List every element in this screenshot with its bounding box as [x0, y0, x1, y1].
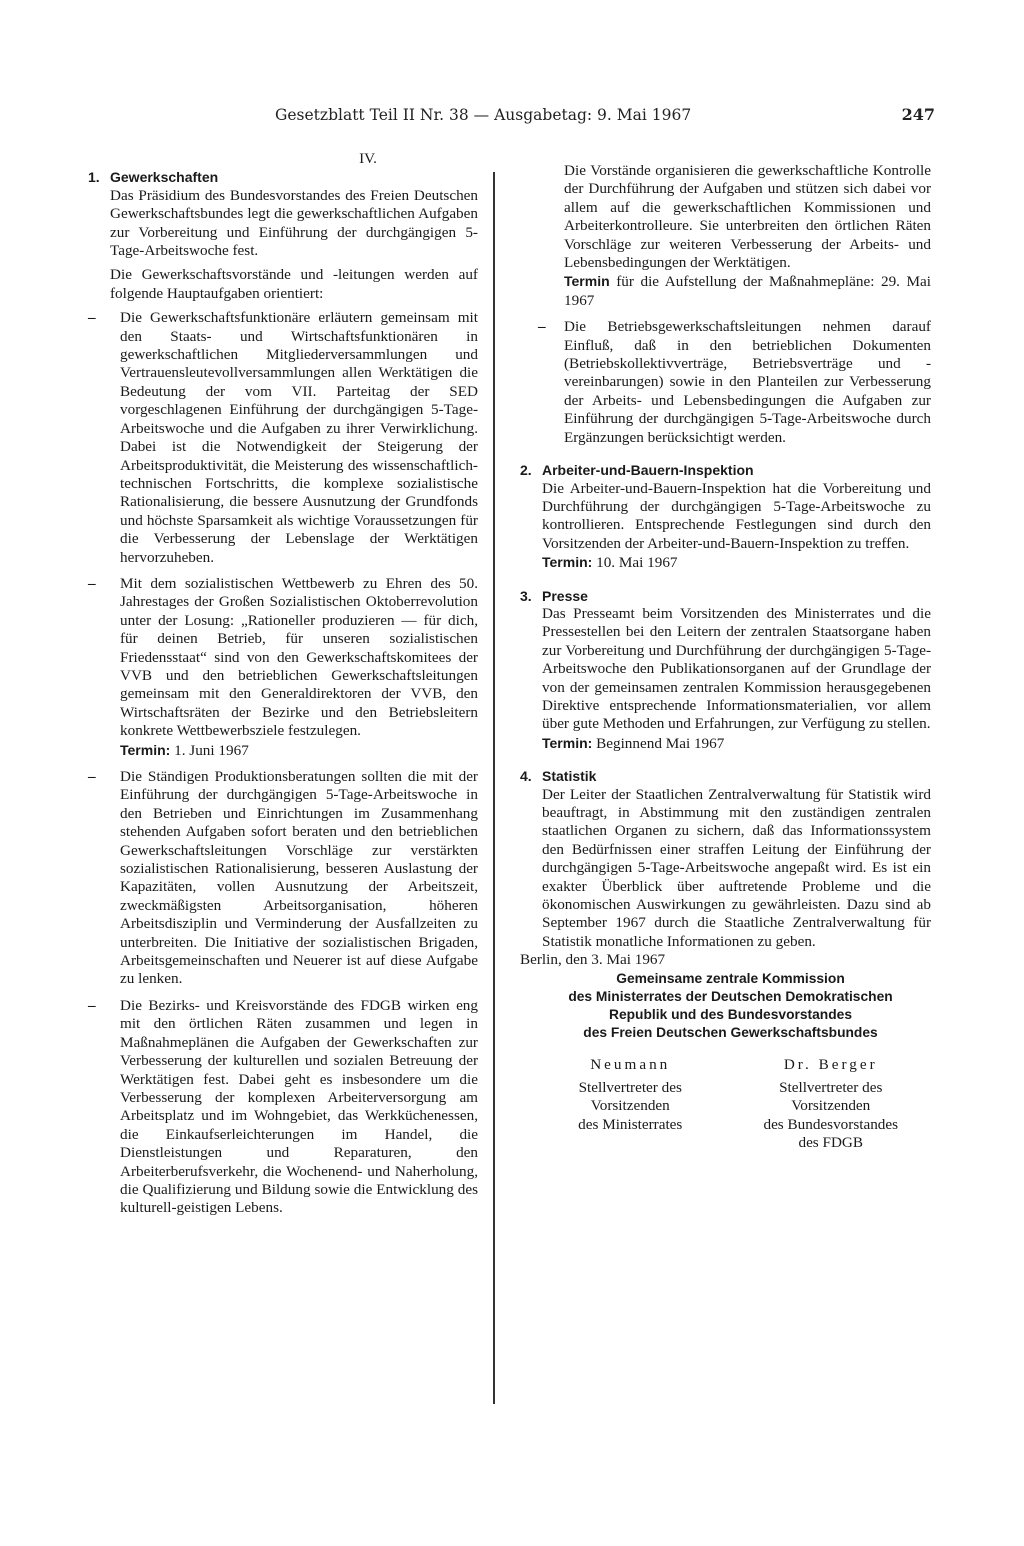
deadline-label: Termin:	[542, 554, 593, 571]
list-item-text: Die Betriebsgewerkschaftsleitungen nehmen darauf Einfluß, daß in den betrieblichen Dokumenten (Betriebskollektivverträge, Betriebsverträge und -vereinbarungen) sowie in den Planteilen zur Verbesserung der Arbeits- und Lebensbedingungen die Aufgaben zur Einführung der durchgängigen 5-Tage-Arbeitswoche durch Ergänzungen berücksichtigt werden.	[564, 318, 931, 446]
signer-role: des Ministerrates	[578, 1115, 683, 1133]
deadline	[542, 553, 931, 572]
column-divider	[493, 172, 495, 1404]
list-item-text: Die Ständigen Produktionsberatungen sollten die mit der Einführung der durchgängigen 5-Tage-Arbeitswoche in den Betrieben und Einrichtungen im Zusammenhang stehenden Aufgaben sofort beraten und den betrieblichen Gewerkschaftsleitungen Vorschläge zur verstärkten sozialistischen Rationalisierung, besseren Auslastung der Kapazitäten, vollen Ausnutzung der Arbeitszeit, zweckmäßigsten Arbeitsorganisation, höheren Arbeitsdisziplin und Verminderung der Ausfallzeiten zu unterbreiten. Die Initiative der sozialistischen Brigaden, Arbeitsgemeinschaften und Neuerer ist auf diese Aufgabe zu lenken.	[120, 768, 478, 988]
signer-role: Vorsitzenden	[791, 1097, 871, 1115]
section-title: Statistik	[542, 768, 597, 785]
section-number: 2.	[520, 462, 532, 479]
signer-neumann	[530, 1056, 731, 1152]
deadline-date: 10. Mai 1967	[596, 554, 678, 572]
deadline-label: Termin	[564, 273, 610, 290]
signer-berger	[731, 1056, 932, 1152]
section-body	[520, 605, 931, 753]
list-item-text: Die Gewerkschaftsfunktionäre erläutern gemeinsam mit den Staats- und Wirtschaftsfunktionären in gewerkschaftlichen Mitgliederversammlungen und Vertrauensleutevollversammlungen allen Werktätigen die Bedeutung der vom VII. Parteitag der SED vorgeschlagenen Einführung der durchgängigen 5-Tage-Arbeitswoche und die Aufgaben zu ihrer Verwirklichung. Dabei ist die Notwendigkeit der Steigerung der Arbeitsproduktivität, die Meisterung des wissenschaftlich-technischen Fortschritts, die komplexe sozialistische Rationalisierung, die bessere Ausnutzung der Grundfonds und höchste Sparsamkeit als wichtige Voraussetzungen für die Verbesserung der Lebenslage der Werktätigen hervorzuheben.	[120, 309, 478, 566]
section-title: Presse	[542, 587, 588, 604]
list-item-text: Mit dem sozialistischen Wettbewerb zu Ehren des 50. Jahrestages der Großen Sozialistischen Oktoberrevolution unter der Losung: „Rationeller produzieren — für dich, für deinen Betrieb, für unseren sozialistischen Friedensstaat“ sind von den Gewerkschaftskomitees der VVB und den betrieblichen Gewerkschaftsleitungen gemeinsam mit den Generaldirektoren der VVB, den Wirtschaftsräten der Bezirke und den Betriebsleitern konkrete Wettbewerbsziele festzulegen.	[120, 574, 478, 740]
right-column	[520, 162, 931, 1153]
list-item	[88, 768, 478, 989]
page-number: 247	[901, 105, 935, 124]
deadline	[542, 734, 931, 753]
signer-role: Stellvertreter des	[779, 1078, 883, 1096]
dash-bullet: –	[88, 574, 96, 592]
deadline-date: 1. Juni 1967	[174, 741, 249, 759]
section-number: 4.	[520, 768, 532, 785]
section-number: 3.	[520, 587, 532, 604]
list-item	[88, 575, 478, 760]
paragraph: Die Vorstände organisieren die gewerkschaftliche Kontrolle der Durchführung der Aufgaben und stützen sich dabei vor allem auf die gewerkschaftlichen Kommissionen und Arbeiterkontrolleure. Sie unterbreiten den örtlichen Räten Vorschläge zur weiteren Verbesserung der Arbeits- und Lebensbedingungen der Werktätigen.	[564, 162, 931, 272]
paragraph: Das Präsidium des Bundesvorstandes des Freien Deutschen Gewerkschaftsbundes legt die gewerkschaftlichen Aufgaben zur Vorbereitung und Einführung der durchgängigen 5-Tage-Arbeitswoche fest.	[110, 186, 478, 260]
list-item	[88, 997, 478, 1218]
authority-line: Gemeinsame zentrale Kommission	[616, 970, 845, 986]
paragraph: Die Arbeiter-und-Bauern-Inspektion hat die Vorbereitung und Durchführung der durchgängigen 5-Tage-Arbeitswoche zu kontrollieren. Entsprechende Festlegungen sind durch den Vorsitzenden der Arbeiter-und-Bauern-Inspektion zu treffen.	[542, 479, 931, 552]
list-item	[88, 309, 478, 567]
signer-name: Neumann	[590, 1056, 671, 1074]
place-and-date: Berlin, den 3. Mai 1967	[520, 951, 666, 969]
signer-name: Dr. Berger	[783, 1056, 878, 1074]
deadline-text: für die Aufstellung der Maßnahmepläne: 29. Mai 1967	[564, 273, 932, 309]
section-heading-3	[520, 587, 931, 605]
left-column	[88, 150, 478, 1226]
deadline-date: Beginnend Mai 1967	[596, 734, 725, 752]
list-item-text: Die Bezirks- und Kreisvorstände des FDGB wirken eng mit den örtlichen Räten zusammen und legen in Maßnahmeplänen die Aufgaben der Gewerkschaften zur Verbesserung der kulturellen und sozialen Betreuung der Werktätigen fest. Dabei geht es insbesondere um die Verbesserung der komplexen Arbeiterversorgung am Arbeitsplatz und im Wohngebiet, das Werkküchenessen, die Einkaufserleichterungen im Handel, die Dienstleistungen und Reparaturen, den Arbeiterberufsverkehr, die Wochenend- und Naherholung, die Qualifizierung und Bildung sowie die Entwicklung des kulturell-geistigen Lebens.	[120, 996, 478, 1217]
signer-role: des FDGB	[798, 1134, 864, 1152]
signer-role: Stellvertreter des	[578, 1078, 682, 1096]
authority-line: des Freien Deutschen Gewerkschaftsbundes	[583, 1025, 878, 1041]
deadline	[120, 741, 478, 760]
deadline-label: Termin:	[542, 734, 593, 751]
signer-role: Vorsitzenden	[590, 1097, 670, 1115]
list-item	[520, 318, 931, 447]
deadline	[564, 272, 931, 310]
signer-role: des Bundesvorstandes	[763, 1115, 899, 1133]
paragraph: Die Gewerkschaftsvorstände und -leitungen werden auf folgende Hauptaufgaben orientiert:	[110, 266, 478, 302]
section-number: 1.	[88, 169, 100, 186]
dash-bullet: –	[88, 309, 96, 327]
header-title: Gesetzblatt Teil II Nr. 38 — Ausgabetag: 9. Mai 1967	[275, 106, 692, 124]
section-heading-1	[88, 168, 478, 186]
dash-bullet: –	[538, 318, 546, 336]
section-roman-numeral: IV.	[359, 150, 377, 167]
dash-bullet: –	[88, 996, 96, 1014]
authority-line: des Ministerrates der Deutschen Demokratischen	[568, 988, 893, 1004]
section-title: Gewerkschaften	[110, 169, 219, 186]
signature-block	[530, 1056, 931, 1152]
section-heading-2	[520, 461, 931, 479]
list-item-continued	[520, 162, 931, 310]
dash-bullet: –	[88, 768, 96, 785]
paragraph: Das Presseamt beim Vorsitzenden des Ministerrates und die Pressestellen bei den Leitern der zentralen Staatsorgane haben zur Vorbereitung und Durchführung der durchgängigen 5-Tage-Arbeitswoche den Publikationsorganen auf der Grundlage der von der gemeinsamen zentralen Kommission herausgegebenen Direktive entsprechende Informationsmaterialien, vor allem über gute Methoden und Erfahrungen, zur Verfügung zu stellen.	[542, 604, 931, 733]
issuing-authority	[530, 970, 931, 1043]
section-heading-4	[520, 767, 931, 785]
paragraph: Der Leiter der Staatlichen Zentralverwaltung für Statistik wird beauftragt, in Abstimmung mit den zuständigen zentralen staatlichen Organen zu sichern, daß das Informationssystem den Bedürfnissen einer straffen Leitung der Einführung der durchgängigen 5-Tage-Arbeitswoche angepaßt wird. Es ist ein exakter Überblick über auftretende Probleme und die ökonomischen Auswirkungen zu gewährleisten. Dazu sind ab September 1967 durch die Staatliche Zentralverwaltung für Statistik monatliche Informationen zu geben.	[542, 785, 931, 950]
section-body	[520, 480, 931, 573]
authority-line: Republik und des Bundesvorstandes	[608, 1007, 853, 1023]
section-body	[520, 786, 931, 952]
page-header	[275, 106, 935, 124]
section-title: Arbeiter-und-Bauern-Inspektion	[542, 462, 754, 479]
deadline-label: Termin:	[120, 741, 171, 758]
